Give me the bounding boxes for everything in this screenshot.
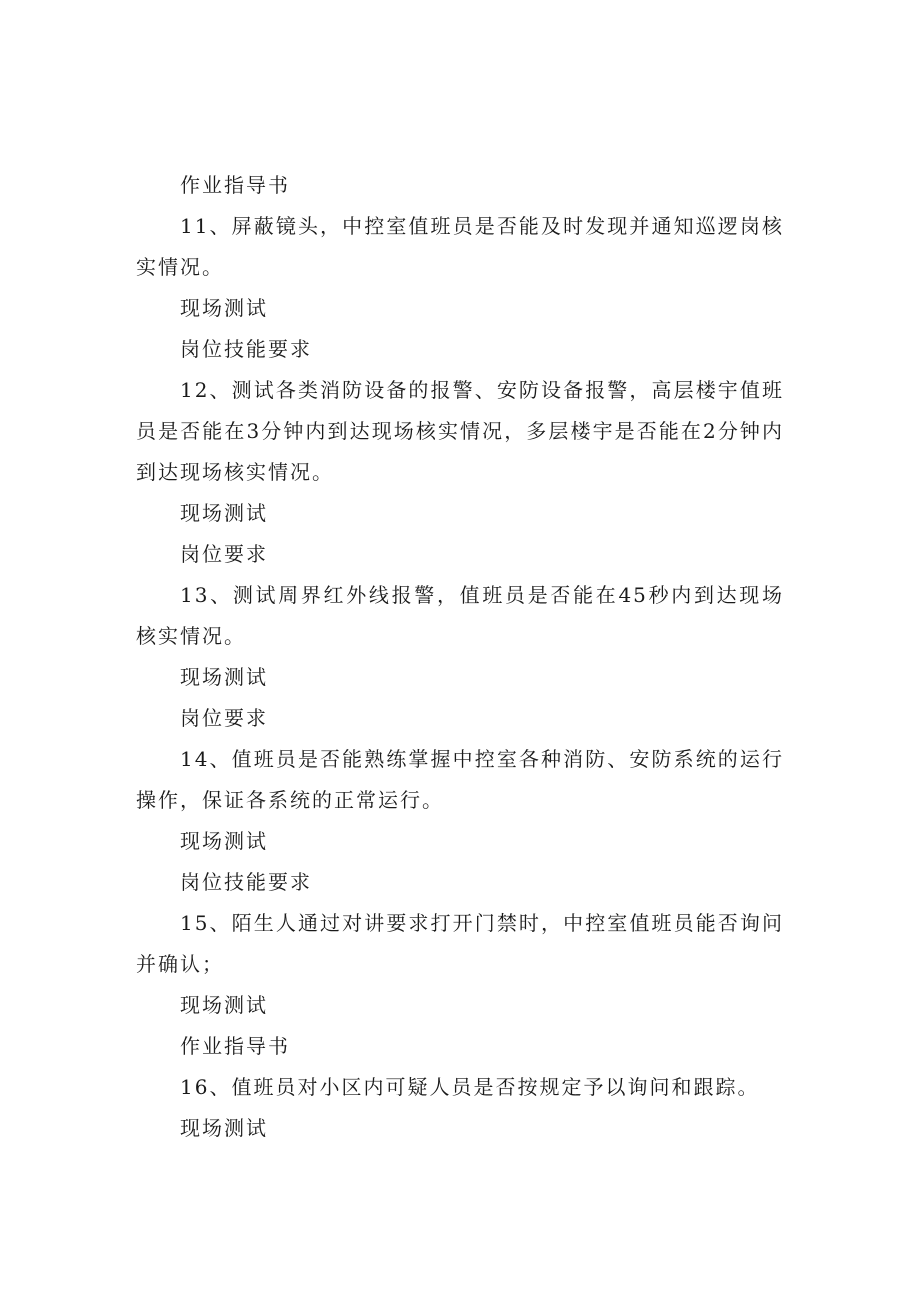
paragraph: 岗位要求 bbox=[180, 542, 268, 566]
paragraph: 13、测试周界红外线报警，值班员是否能在45秒内到达现场核实情况。 bbox=[136, 583, 784, 648]
paragraph: 现场测试 bbox=[180, 296, 268, 320]
paragraph: 11、屏蔽镜头，中控室值班员是否能及时发现并通知巡逻岗核实情况。 bbox=[136, 214, 784, 279]
paragraph: 作业指导书 bbox=[180, 1034, 290, 1058]
paragraph: 14、值班员是否能熟练掌握中控室各种消防、安防系统的运行操作，保证各系统的正常运行。 bbox=[136, 747, 784, 812]
paragraph: 现场测试 bbox=[180, 665, 268, 689]
paragraph: 作业指导书 bbox=[180, 173, 290, 197]
paragraph: 16、值班员对小区内可疑人员是否按规定予以询问和跟踪。 bbox=[180, 1075, 760, 1099]
paragraph: 现场测试 bbox=[180, 501, 268, 525]
paragraph: 12、测试各类消防设备的报警、安防设备报警，高层楼宇值班员是否能在3分钟内到达现场核实情况，多层楼宇是否能在2分钟内到达现场核实情况。 bbox=[136, 378, 784, 484]
paragraph: 现场测试 bbox=[180, 1116, 268, 1140]
paragraph: 岗位要求 bbox=[180, 706, 268, 730]
paragraph: 岗位技能要求 bbox=[180, 337, 312, 361]
paragraph: 岗位技能要求 bbox=[180, 870, 312, 894]
paragraph: 15、陌生人通过对讲要求打开门禁时，中控室值班员能否询问并确认； bbox=[136, 911, 784, 976]
paragraph: 现场测试 bbox=[180, 993, 268, 1017]
paragraph: 现场测试 bbox=[180, 829, 268, 853]
